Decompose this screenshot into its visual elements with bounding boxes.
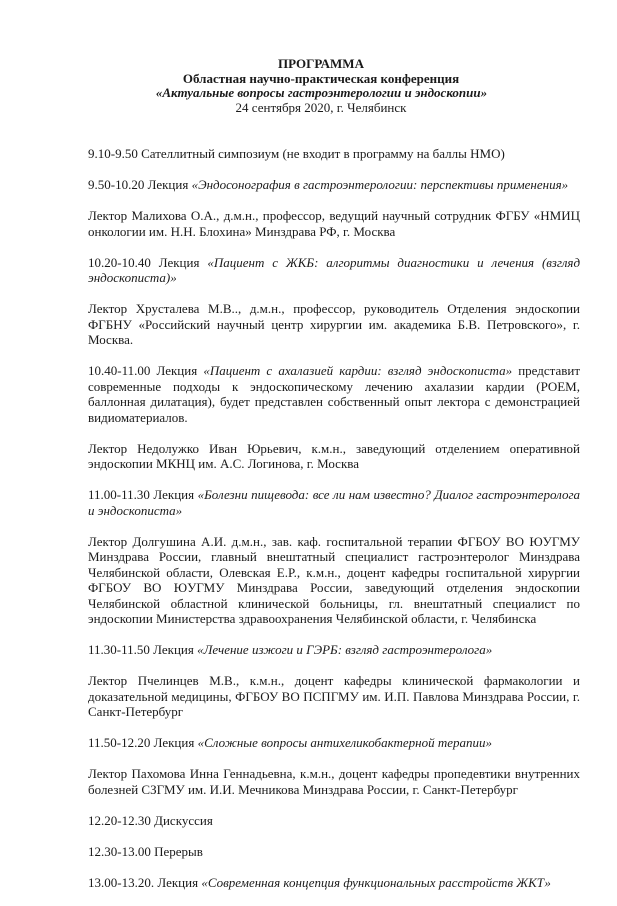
program-item [88,487,580,518]
item-time: 12.30-13.00 [88,843,151,859]
item-text: Лектор Хрусталева М.В.., д.м.н., профессор, руководитель Отделения эндоскопии ФГБНУ «Российский научный центр хирургии им. академика Б.В. Петровского», г. Москва. [88,301,580,347]
program-item [88,363,580,425]
program-item [88,642,580,658]
program-body [88,146,580,906]
conference-theme: «Актуальные вопросы гастроэнтерологии и эндоскопии» [155,85,488,100]
item-text: Лектор Пчелинцев М.В., к.м.н., доцент кафедры клинической фармакологии и доказательной медицины, ФГБОУ ВО ПСПГМУ им. И.П. Павлова Минздрава России, г. Санкт-Петербург [88,673,580,719]
item-text: Лектор Пахомова Инна Геннадьевна, к.м.н., доцент кафедры пропедевтики внутренних болезней СЗГМУ им. И.И. Мечникова Минздрава России, г. Санкт-Петербург [88,766,580,797]
lecture-title: «Современная концепция функциональных расстройств ЖКТ» [201,874,551,890]
program-header [0,57,617,115]
item-time: 9.50-10.20 [88,177,145,192]
lecture-title: «Сложные вопросы антихеликобактерной терапии» [197,735,493,750]
conference-date-place: 24 сентября 2020, г. Челябинск [235,99,407,115]
item-text: Лекция [157,874,199,890]
item-text: Лекция [153,487,195,502]
lecture-title: «Лечение изжоги и ГЭРБ: взгляд гастроэнтеролога» [197,642,493,657]
item-time: 13.00-13.20. [88,874,155,890]
item-text: Лекция [153,642,194,657]
lecturer-info [88,766,580,797]
item-time: 12.20-12.30 [88,812,151,828]
program-item [88,146,580,162]
item-text: Лектор Недолужко Иван Юрьевич, к.м.н., заведующий отделением оперативной эндоскопии МКНЦ им. А.С. Логинова, г. Москва [88,440,580,471]
item-text: Сателлитный симпозиум (не входит в программу на баллы НМО) [141,146,505,161]
item-text: Лекция [153,735,195,750]
program-item [88,177,580,193]
conference-subtitle: Областная научно-практическая конференция [182,70,460,86]
item-text: Лекция [158,254,200,270]
program-item [88,813,580,829]
item-text: Лекция [156,363,198,378]
lecturer-info [88,534,580,627]
lecturer-info [88,301,580,348]
lecturer-info [88,208,580,239]
item-text: Дискуссия [154,812,213,828]
program-item [88,844,580,860]
lecture-description: представит современные подходы к эндоскопическому лечению ахалазии кардии (POEM, баллонная дилатация), будет представлен собственный опыт лектора с демонстрацией видиоматериалов. [88,363,581,425]
item-time: 11.00-11.30 [88,487,150,502]
item-time: 10.40-11.00 [88,363,151,378]
item-time: 11.50-12.20 [88,735,151,750]
lecturer-info [88,441,580,472]
item-text: Лектор Долгушина А.И. д.м.н., зав. каф. госпитальной терапии ФГБОУ ВО ЮУГМУ Минздрава России, главный внештатный специалист гастроэнтеролог Минздрава Челябинской области, Олевская Е.Р., к.м.н., доцент кафедры госпитальной хирургии ФГБОУ ВО ЮУГМУ Минздрава России, заведующий отделения эндоскопии Челябинской областной клинической больницы, гл. внештатный специалист по эндоскопии Министерства здравоохранения Челябинской области, г. Челябинска [88,533,580,626]
item-text: Перерыв [154,843,203,859]
lecture-title: «Пациент с ахалазией кардии: взгляд эндоскописта» [203,363,513,378]
program-item [88,875,580,891]
item-text: Лектор Малихова О.А., д.м.н., профессор, ведущий научный сотрудник ФГБУ «НМИЦ онкологии им. Н.Н. Блохина» Минздрава РФ, г. Москва [88,208,580,239]
item-time: 11.30-11.50 [88,642,150,657]
program-title: ПРОГРАММА [278,56,364,71]
item-time: 9.10-9.50 [88,146,138,161]
lecturer-info [88,673,580,720]
lecture-title: «Пациент с ЖКБ: алгоритмы диагностики и лечения (взгляд эндоскописта)» [88,254,581,285]
program-item [88,735,580,751]
lecture-title: «Эндосонография в гастроэнтерологии: перспективы применения» [191,177,569,192]
item-text: Лекция [147,177,189,192]
item-time: 10.20-10.40 [88,254,151,270]
lecture-title: «Болезни пищевода: все ли нам известно? Диалог гастроэнтеролога и эндоскописта» [88,487,581,518]
program-item [88,255,580,286]
